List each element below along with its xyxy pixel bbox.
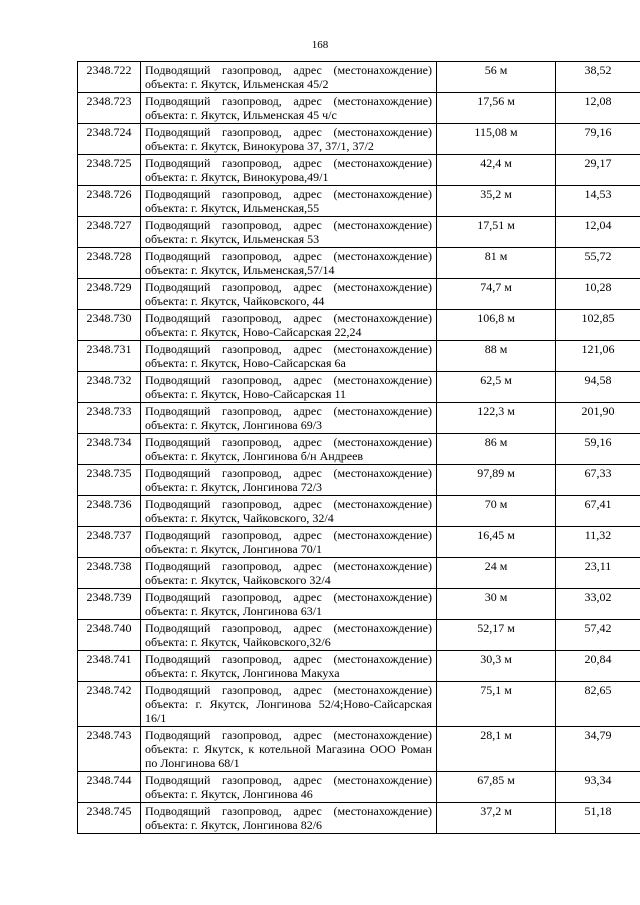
table-row	[78, 186, 640, 217]
table-row	[78, 310, 640, 341]
row-number-cell: 2348.727	[78, 217, 141, 248]
table-row	[78, 372, 640, 403]
row-number-cell: 2348.726	[78, 186, 141, 217]
row-number-cell: 2348.739	[78, 589, 141, 620]
row-length-cell: 52,17 м	[437, 620, 556, 651]
row-value-cell: 79,16	[556, 124, 640, 155]
row-value-cell: 38,52	[556, 62, 640, 93]
row-value-cell: 10,28	[556, 279, 640, 310]
table-row	[78, 772, 640, 803]
row-length-cell: 30 м	[437, 589, 556, 620]
row-value-cell: 14,53	[556, 186, 640, 217]
row-number-cell: 2348.729	[78, 279, 141, 310]
table-row	[78, 558, 640, 589]
table-row	[78, 279, 640, 310]
table-row	[78, 341, 640, 372]
row-description-cell: Подводящий газопровод, адрес (местонахождение) объекта: г. Якутск, Ильменская 45 ч/с	[141, 93, 437, 124]
row-length-cell: 75,1 м	[437, 682, 556, 727]
table-row	[78, 527, 640, 558]
row-number-cell: 2348.743	[78, 727, 141, 772]
table-row	[78, 620, 640, 651]
row-value-cell: 93,34	[556, 772, 640, 803]
row-description-cell: Подводящий газопровод, адрес (местонахождение) объекта: г. Якутск, Ново-Сайсарская 11	[141, 372, 437, 403]
row-description-cell: Подводящий газопровод, адрес (местонахождение) объекта: г. Якутск, Ново-Сайсарская 6а	[141, 341, 437, 372]
row-value-cell: 94,58	[556, 372, 640, 403]
row-number-cell: 2348.734	[78, 434, 141, 465]
registry-table-body	[78, 62, 640, 834]
row-length-cell: 17,56 м	[437, 93, 556, 124]
row-length-cell: 67,85 м	[437, 772, 556, 803]
row-value-cell: 33,02	[556, 589, 640, 620]
row-description-cell: Подводящий газопровод, адрес (местонахождение) объекта: г. Якутск, Лонгинова 82/6	[141, 803, 437, 834]
row-length-cell: 97,89 м	[437, 465, 556, 496]
row-value-cell: 12,04	[556, 217, 640, 248]
row-number-cell: 2348.745	[78, 803, 141, 834]
row-length-cell: 62,5 м	[437, 372, 556, 403]
table-row	[78, 727, 640, 772]
row-length-cell: 35,2 м	[437, 186, 556, 217]
row-description-cell: Подводящий газопровод, адрес (местонахождение) объекта: г. Якутск, Чайковского, 44	[141, 279, 437, 310]
row-length-cell: 42,4 м	[437, 155, 556, 186]
row-length-cell: 86 м	[437, 434, 556, 465]
row-number-cell: 2348.728	[78, 248, 141, 279]
table-row	[78, 93, 640, 124]
row-value-cell: 20,84	[556, 651, 640, 682]
row-description-cell: Подводящий газопровод, адрес (местонахождение) объекта: г. Якутск, Лонгинова 46	[141, 772, 437, 803]
row-number-cell: 2348.732	[78, 372, 141, 403]
registry-table	[77, 61, 640, 834]
row-value-cell: 57,42	[556, 620, 640, 651]
row-length-cell: 17,51 м	[437, 217, 556, 248]
row-value-cell: 29,17	[556, 155, 640, 186]
row-number-cell: 2348.738	[78, 558, 141, 589]
row-value-cell: 59,16	[556, 434, 640, 465]
row-description-cell: Подводящий газопровод, адрес (местонахождение) объекта: г. Якутск, Лонгинова 52/4;Ново-Сайсарская 16/1	[141, 682, 437, 727]
row-description-cell: Подводящий газопровод, адрес (местонахождение) объекта: г. Якутск, Лонгинова 70/1	[141, 527, 437, 558]
row-number-cell: 2348.736	[78, 496, 141, 527]
table-row	[78, 465, 640, 496]
row-length-cell: 56 м	[437, 62, 556, 93]
row-value-cell: 67,33	[556, 465, 640, 496]
table-row	[78, 651, 640, 682]
row-description-cell: Подводящий газопровод, адрес (местонахождение) объекта: г. Якутск, Лонгинова 69/3	[141, 403, 437, 434]
row-number-cell: 2348.723	[78, 93, 141, 124]
row-value-cell: 23,11	[556, 558, 640, 589]
row-value-cell: 201,90	[556, 403, 640, 434]
row-description-cell: Подводящий газопровод, адрес (местонахождение) объекта: г. Якутск, Винокурова,49/1	[141, 155, 437, 186]
row-value-cell: 12,08	[556, 93, 640, 124]
row-value-cell: 55,72	[556, 248, 640, 279]
row-value-cell: 102,85	[556, 310, 640, 341]
row-length-cell: 122,3 м	[437, 403, 556, 434]
row-description-cell: Подводящий газопровод, адрес (местонахождение) объекта: г. Якутск, Ильменская 53	[141, 217, 437, 248]
table-row	[78, 589, 640, 620]
row-description-cell: Подводящий газопровод, адрес (местонахождение) объекта: г. Якутск, Ильменская,55	[141, 186, 437, 217]
table-row	[78, 682, 640, 727]
row-value-cell: 82,65	[556, 682, 640, 727]
row-description-cell: Подводящий газопровод, адрес (местонахождение) объекта: г. Якутск, Чайковского 32/4	[141, 558, 437, 589]
table-row	[78, 217, 640, 248]
table-row	[78, 434, 640, 465]
row-description-cell: Подводящий газопровод, адрес (местонахождение) объекта: г. Якутск, к котельной Магазина ООО Роман по Лонгинова 68/1	[141, 727, 437, 772]
table-row	[78, 248, 640, 279]
row-length-cell: 16,45 м	[437, 527, 556, 558]
row-length-cell: 106,8 м	[437, 310, 556, 341]
row-length-cell: 81 м	[437, 248, 556, 279]
row-number-cell: 2348.740	[78, 620, 141, 651]
row-length-cell: 88 м	[437, 341, 556, 372]
row-number-cell: 2348.730	[78, 310, 141, 341]
row-length-cell: 28,1 м	[437, 727, 556, 772]
row-length-cell: 115,08 м	[437, 124, 556, 155]
row-number-cell: 2348.744	[78, 772, 141, 803]
row-number-cell: 2348.731	[78, 341, 141, 372]
row-description-cell: Подводящий газопровод, адрес (местонахождение) объекта: г. Якутск, Лонгинова 72/3	[141, 465, 437, 496]
row-value-cell: 51,18	[556, 803, 640, 834]
table-row	[78, 62, 640, 93]
table-row	[78, 124, 640, 155]
row-length-cell: 37,2 м	[437, 803, 556, 834]
row-description-cell: Подводящий газопровод, адрес (местонахождение) объекта: г. Якутск, Винокурова 37, 37/1, 37/2	[141, 124, 437, 155]
row-length-cell: 24 м	[437, 558, 556, 589]
row-number-cell: 2348.722	[78, 62, 141, 93]
row-number-cell: 2348.737	[78, 527, 141, 558]
row-number-cell: 2348.733	[78, 403, 141, 434]
table-row	[78, 155, 640, 186]
row-number-cell: 2348.724	[78, 124, 141, 155]
row-length-cell: 74,7 м	[437, 279, 556, 310]
row-description-cell: Подводящий газопровод, адрес (местонахождение) объекта: г. Якутск, Ново-Сайсарская 22,24	[141, 310, 437, 341]
row-description-cell: Подводящий газопровод, адрес (местонахождение) объекта: г. Якутск, Лонгинова 63/1	[141, 589, 437, 620]
page-number: 168	[311, 39, 329, 51]
table-row	[78, 403, 640, 434]
row-description-cell: Подводящий газопровод, адрес (местонахождение) объекта: г. Якутск, Чайковского,32/6	[141, 620, 437, 651]
row-number-cell: 2348.741	[78, 651, 141, 682]
row-description-cell: Подводящий газопровод, адрес (местонахождение) объекта: г. Якутск, Ильменская 45/2	[141, 62, 437, 93]
row-number-cell: 2348.735	[78, 465, 141, 496]
table-row	[78, 803, 640, 834]
table-row	[78, 496, 640, 527]
row-value-cell: 11,32	[556, 527, 640, 558]
row-value-cell: 34,79	[556, 727, 640, 772]
row-description-cell: Подводящий газопровод, адрес (местонахождение) объекта: г. Якутск, Лонгинова Макуха	[141, 651, 437, 682]
row-description-cell: Подводящий газопровод, адрес (местонахождение) объекта: г. Якутск, Ильменская,57/14	[141, 248, 437, 279]
row-description-cell: Подводящий газопровод, адрес (местонахождение) объекта: г. Якутск, Лонгинова б/н Андреев	[141, 434, 437, 465]
row-value-cell: 121,06	[556, 341, 640, 372]
row-description-cell: Подводящий газопровод, адрес (местонахождение) объекта: г. Якутск, Чайковского, 32/4	[141, 496, 437, 527]
row-number-cell: 2348.742	[78, 682, 141, 727]
row-length-cell: 30,3 м	[437, 651, 556, 682]
row-number-cell: 2348.725	[78, 155, 141, 186]
row-value-cell: 67,41	[556, 496, 640, 527]
row-length-cell: 70 м	[437, 496, 556, 527]
